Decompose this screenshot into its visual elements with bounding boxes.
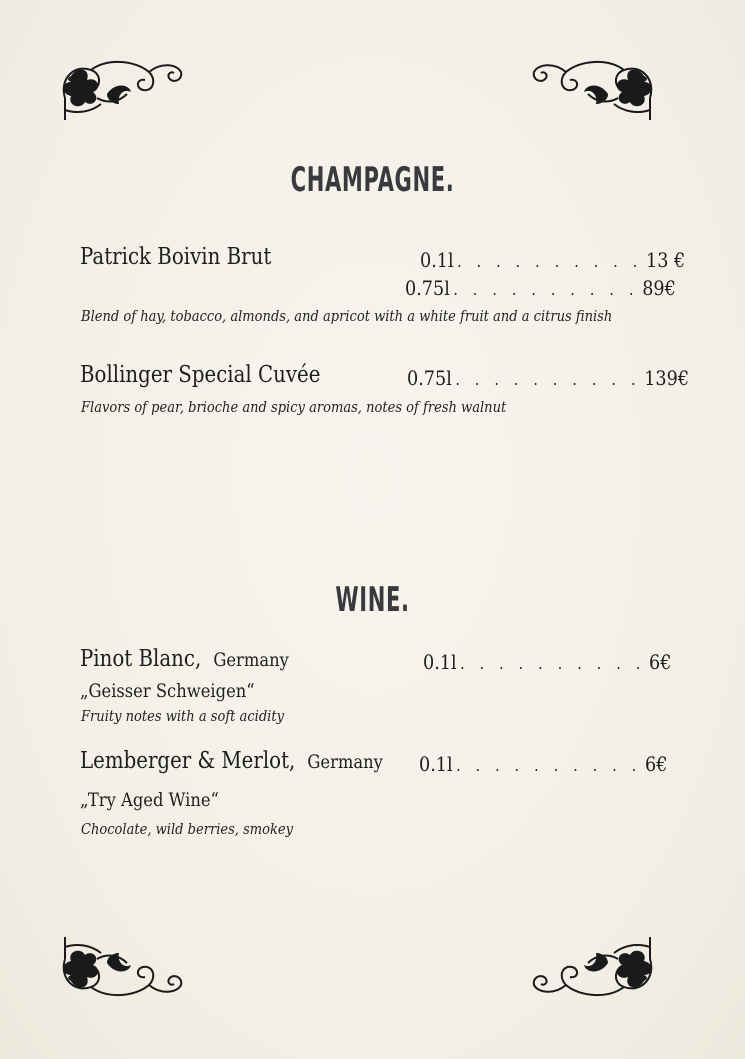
price-size: 0.1l (423, 650, 457, 674)
flourish-corner-icon (530, 935, 658, 999)
item-name-text: Lemberger & Merlot, (80, 748, 296, 774)
item-description: Chocolate, wild berries, smokey (81, 822, 294, 838)
price-line (405, 276, 676, 300)
flourish-corner-icon (57, 935, 185, 999)
item-name (80, 646, 289, 672)
price-line (419, 752, 668, 776)
flourish-corner-icon (530, 58, 658, 122)
item-description: Fruity notes with a soft acidity (81, 709, 284, 725)
price-line (407, 366, 690, 390)
price-dots: . . . . . . . . . . (455, 370, 641, 389)
section-title-champagne: CHAMPAGNE. (290, 160, 455, 200)
price-dots: . . . . . . . . . . (457, 252, 643, 271)
item-region: Germany (307, 751, 383, 773)
price-dots: . . . . . . . . . . (456, 756, 642, 775)
price-dots: . . . . . . . . . . (460, 654, 646, 673)
price-value: 13 € (646, 248, 686, 272)
item-subtitle: „Try Aged Wine“ (80, 789, 219, 811)
section-title-wine: WINE. (335, 580, 410, 620)
price-line (420, 248, 686, 272)
price-size: 0.1l (419, 752, 453, 776)
item-name-text: Pinot Blanc, (80, 646, 202, 672)
flourish-corner-icon (57, 58, 185, 122)
item-region: Germany (213, 649, 289, 671)
price-value: 6€ (645, 752, 668, 776)
item-name (80, 748, 383, 774)
item-description: Flavors of pear, brioche and spicy aromas, notes of fresh walnut (81, 400, 507, 416)
price-line (423, 650, 672, 674)
price-value: 89€ (642, 276, 676, 300)
price-value: 139€ (644, 366, 690, 390)
price-value: 6€ (649, 650, 672, 674)
price-dots: . . . . . . . . . . (453, 280, 639, 299)
price-size: 0.75l (407, 366, 452, 390)
item-subtitle: „Geisser Schweigen“ (80, 680, 255, 702)
price-size: 0.75l (405, 276, 450, 300)
item-name: Bollinger Special Cuvée (80, 362, 321, 388)
item-name: Patrick Boivin Brut (80, 244, 272, 270)
item-description: Blend of hay, tobacco, almonds, and apricot with a white fruit and a citrus finish (81, 309, 613, 325)
price-size: 0.1l (420, 248, 454, 272)
